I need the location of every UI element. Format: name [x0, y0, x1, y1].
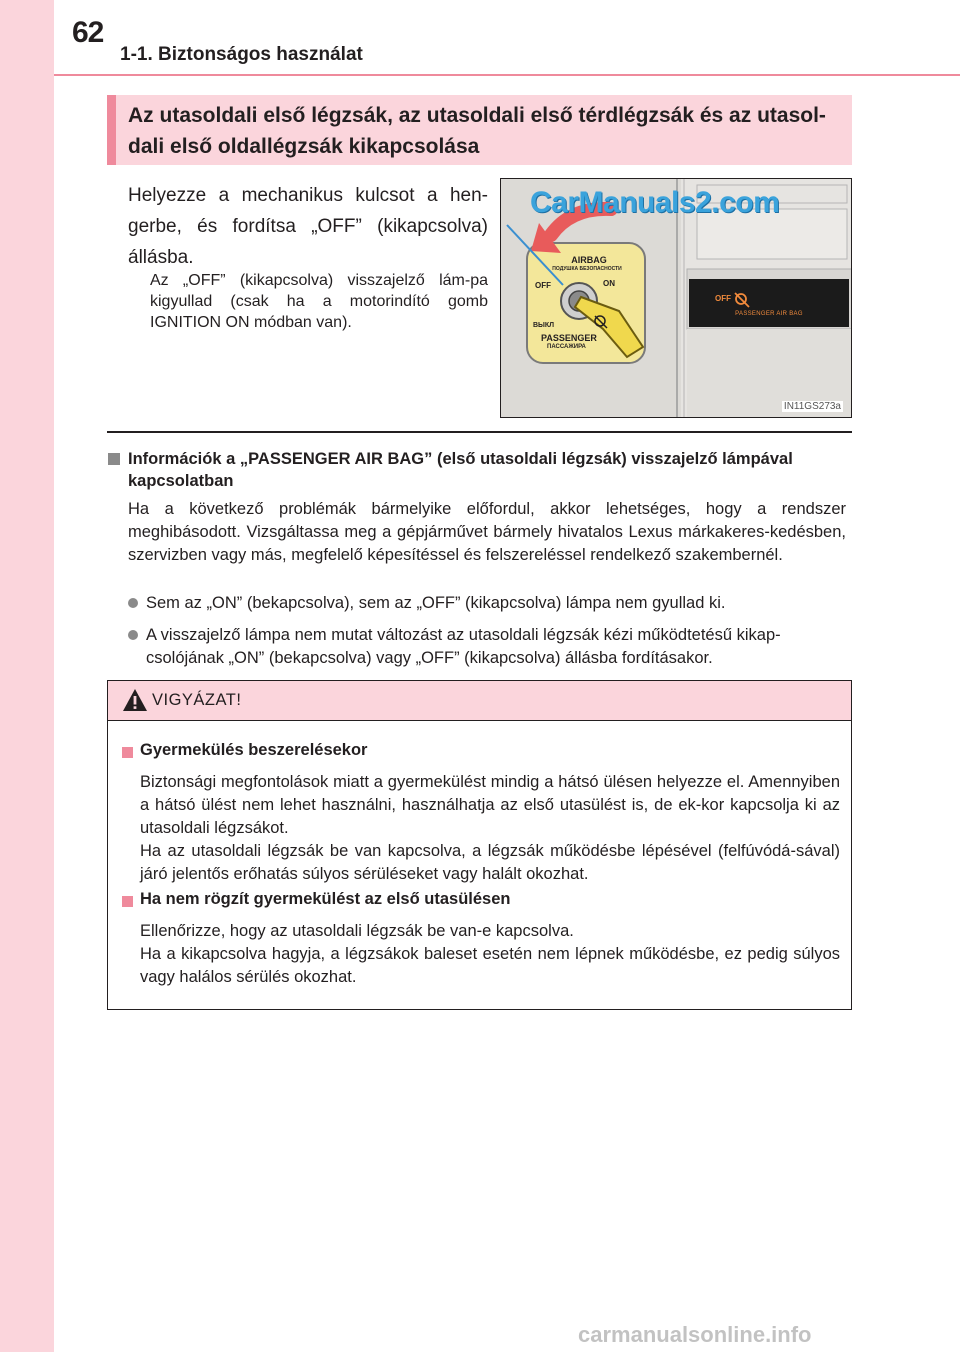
- indicator-label: PASSENGER AIR BAG: [735, 311, 803, 317]
- header-rule: [54, 74, 960, 76]
- section-heading-line2: dali első oldallégzsák kikapcsolása: [128, 135, 480, 158]
- chapter-title: 1-1. Biztonságos használat: [120, 44, 363, 65]
- caution-item-title: Ha nem rögzít gyermekülést az első utasülésen: [140, 890, 511, 908]
- side-strip: [0, 0, 54, 1352]
- switch-label-off: OFF: [535, 281, 551, 290]
- bullet-dot: [128, 598, 138, 608]
- caution-title: VIGYÁZAT!: [152, 691, 242, 709]
- info-title: [128, 448, 854, 492]
- airbag-off-icon: [593, 314, 611, 332]
- step-note: Az „OFF” (kikapcsolva) visszajelző lám-pa kigyullad (csak ha a motorindító gomb IGNITION ON módban van).: [150, 272, 488, 331]
- caution-item-text: Ha az utasoldali légzsák be van kapcsolva, a légzsák működésbe lépésével (felfúvódá-sával) járó jelentős erőhatás súlyos sérüléseket vagy halált okozhat.: [140, 842, 840, 883]
- section-heading-line1: Az utasoldali első légzsák, az utasoldali első térdlégzsák és az utasol-: [128, 104, 826, 127]
- airbag-off-icon: [733, 291, 753, 309]
- caution-header: [108, 681, 851, 721]
- switch-label-airbag: AIRBAG: [571, 255, 607, 265]
- section-heading-bar: [107, 95, 116, 165]
- watermark-footer: carmanualsonline.info: [578, 1322, 812, 1347]
- section-heading: [128, 100, 844, 162]
- watermark-logo: CarManuals2.com: [530, 186, 780, 219]
- info-square-marker: [108, 453, 120, 465]
- caution-item-text: Biztonsági megfontolások miatt a gyermekülést mindig a hátsó ülésen helyezze el. Amennyiben a hátsó ülést nem lehet használni, használhatja az első utasülést is, de ek-kor kapcsolja ki az utasoldali légzsákot.: [140, 773, 840, 837]
- figure-code: IN11GS273a: [783, 401, 841, 412]
- switch-label-airbag-ru: ПОДУШКА БЕЗОПАСНОСТИ: [552, 266, 622, 272]
- switch-label-passenger: PASSENGER: [541, 333, 597, 343]
- bullet-text: A visszajelző lámpa nem mutat változást az utasoldali légzsák kézi működtetésű kikap-csolójának „ON” (bekapcsolva) vagy „OFF” (kikapcsolva) állásba fordításakor.: [146, 626, 781, 667]
- warning-icon: [122, 688, 148, 712]
- info-title-line2: kapcsolatban: [128, 472, 234, 490]
- caution-item-text: Ha a kikapcsolva hagyja, a légzsákok baleset esetén nem lépnek működésbe, ez pedig súlyos vagy halálos sérülés okozhat.: [140, 945, 840, 986]
- info-title-line1: Információk a „PASSENGER AIR BAG” (első utasoldali légzsák) visszajelző lámpával: [128, 450, 793, 468]
- indicator-panel: [689, 279, 849, 327]
- switch-label-on: ON: [603, 279, 615, 288]
- page-number: 62: [72, 16, 104, 49]
- caution-square-marker: [122, 747, 133, 758]
- caution-item-text: Ellenőrizze, hogy az utasoldali légzsák be van-e kapcsolva.: [140, 922, 574, 940]
- caution-item-title: Gyermekülés beszerelésekor: [140, 741, 368, 759]
- switch-label-vykl: ВЫКЛ: [533, 322, 555, 329]
- section-divider: [107, 431, 852, 433]
- step-text: Helyezze a mechanikus kulcsot a hen-gerbe, és fordítsa „OFF” (kikapcsolva) állásba.: [128, 185, 488, 268]
- indicator-off-text: OFF: [715, 294, 731, 303]
- caution-square-marker: [122, 896, 133, 907]
- bullet-dot: [128, 630, 138, 640]
- switch-label-passenger-ru: ПАССАЖИРА: [547, 344, 586, 350]
- bullet-text: Sem az „ON” (bekapcsolva), sem az „OFF” (kikapcsolva) lámpa nem gyullad ki.: [146, 594, 726, 612]
- info-body: Ha a következő problémák bármelyike előfordul, akkor lehetséges, hogy a rendszer meghibásodott. Vizsgáltassa meg a gépjárművet bármely hivatalos Lexus márkakeres-kedésben, szervizben vagy más, megfelelő képesítéssel és felszereléssel rendelkező szakembernél.: [128, 500, 846, 564]
- caution-box: [107, 680, 852, 1010]
